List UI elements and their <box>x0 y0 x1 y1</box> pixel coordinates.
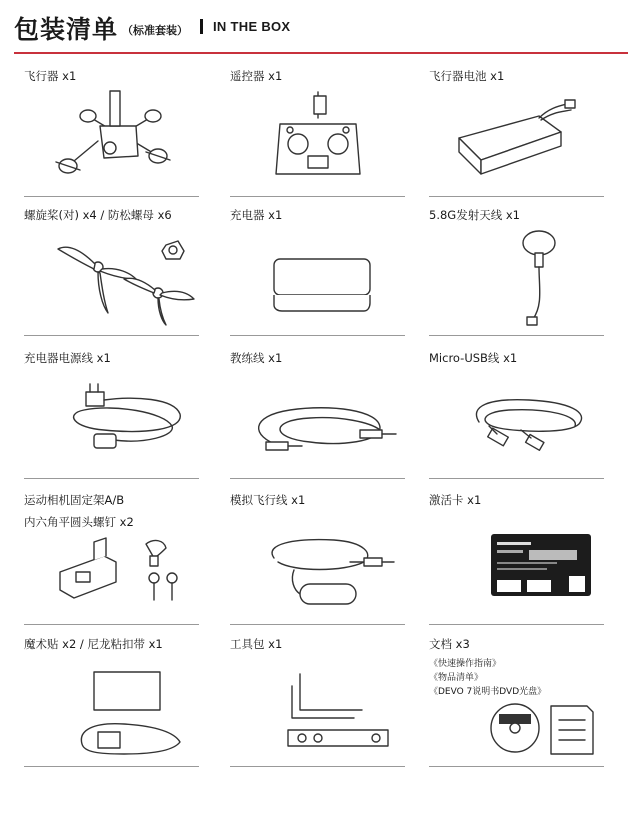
remote-controller-icon <box>268 88 368 192</box>
power-cable-icon <box>44 374 204 464</box>
item-power-cable <box>24 350 199 480</box>
item-antenna <box>429 207 604 337</box>
camera-mount-icon <box>54 536 184 616</box>
charger-icon <box>260 247 380 317</box>
item-drone <box>24 68 199 198</box>
item-divider <box>24 766 199 767</box>
drone-icon <box>38 86 188 186</box>
item-divider <box>230 624 405 625</box>
item-trainer-cable <box>230 350 405 480</box>
usb-cable-icon <box>449 376 599 466</box>
antenna-icon <box>499 227 599 331</box>
velcro-icon <box>74 660 194 760</box>
item-label: 魔术贴 x2 / 尼龙粘扣带 x1 <box>24 637 163 651</box>
item-label: 激活卡 x1 <box>429 493 482 507</box>
item-camera-mount <box>24 492 199 626</box>
item-divider <box>429 478 604 479</box>
item-documents <box>429 636 604 768</box>
item-simulator-cable <box>230 492 405 626</box>
document-item: 《物品清单》 <box>429 673 484 683</box>
item-battery <box>429 68 604 198</box>
documents-icon <box>485 700 605 760</box>
item-label: 充电器电源线 x1 <box>24 351 111 365</box>
page-title: 包装清单 <box>14 15 119 44</box>
document-item: 《快速操作指南》 <box>429 659 502 669</box>
page-title-english: IN THE BOX <box>213 19 291 34</box>
item-label: 教练线 x1 <box>230 351 283 365</box>
item-label: 文档 x3 <box>429 637 470 651</box>
item-label: 工具包 x1 <box>230 637 283 651</box>
item-label: 5.8G发射天线 x1 <box>429 208 520 222</box>
toolkit-icon <box>284 666 394 756</box>
header-rule <box>14 52 628 54</box>
item-label: Micro-USB线 x1 <box>429 351 518 365</box>
document-item: 《DEVO 7说明书DVD光盘》 <box>429 687 547 697</box>
item-divider <box>429 335 604 336</box>
activation-card-icon <box>491 534 591 600</box>
item-label: 飞行器 x1 <box>24 69 77 83</box>
item-divider <box>24 335 199 336</box>
propeller-icon <box>38 227 198 327</box>
item-divider <box>230 335 405 336</box>
title-divider <box>200 19 203 34</box>
item-divider <box>429 766 604 767</box>
item-remote <box>230 68 405 198</box>
item-divider <box>24 478 199 479</box>
item-charger <box>230 207 405 337</box>
item-divider <box>429 624 604 625</box>
item-divider <box>24 624 199 625</box>
battery-icon <box>449 98 589 178</box>
item-velcro <box>24 636 199 768</box>
item-divider <box>230 196 405 197</box>
item-label: 充电器 x1 <box>230 208 283 222</box>
item-label: 模拟飞行线 x1 <box>230 493 306 507</box>
item-toolkit <box>230 636 405 768</box>
item-label: 运动相机固定架A/B <box>24 493 125 507</box>
item-divider <box>230 478 405 479</box>
item-propeller <box>24 207 199 337</box>
item-label-secondary: 内六角平圆头螺钉 x2 <box>24 515 134 529</box>
simulator-cable-icon <box>254 518 414 618</box>
item-divider <box>24 196 199 197</box>
item-label: 飞行器电池 x1 <box>429 69 505 83</box>
item-activation-card <box>429 492 604 626</box>
page-header <box>14 8 614 50</box>
trainer-cable-icon <box>230 376 400 466</box>
page-subtitle: （标准套装） <box>122 24 188 37</box>
item-divider <box>429 196 604 197</box>
item-usb-cable <box>429 350 604 480</box>
item-divider <box>230 766 405 767</box>
item-label: 遥控器 x1 <box>230 69 283 83</box>
item-label: 螺旋桨(对) x4 / 防松螺母 x6 <box>24 208 172 222</box>
